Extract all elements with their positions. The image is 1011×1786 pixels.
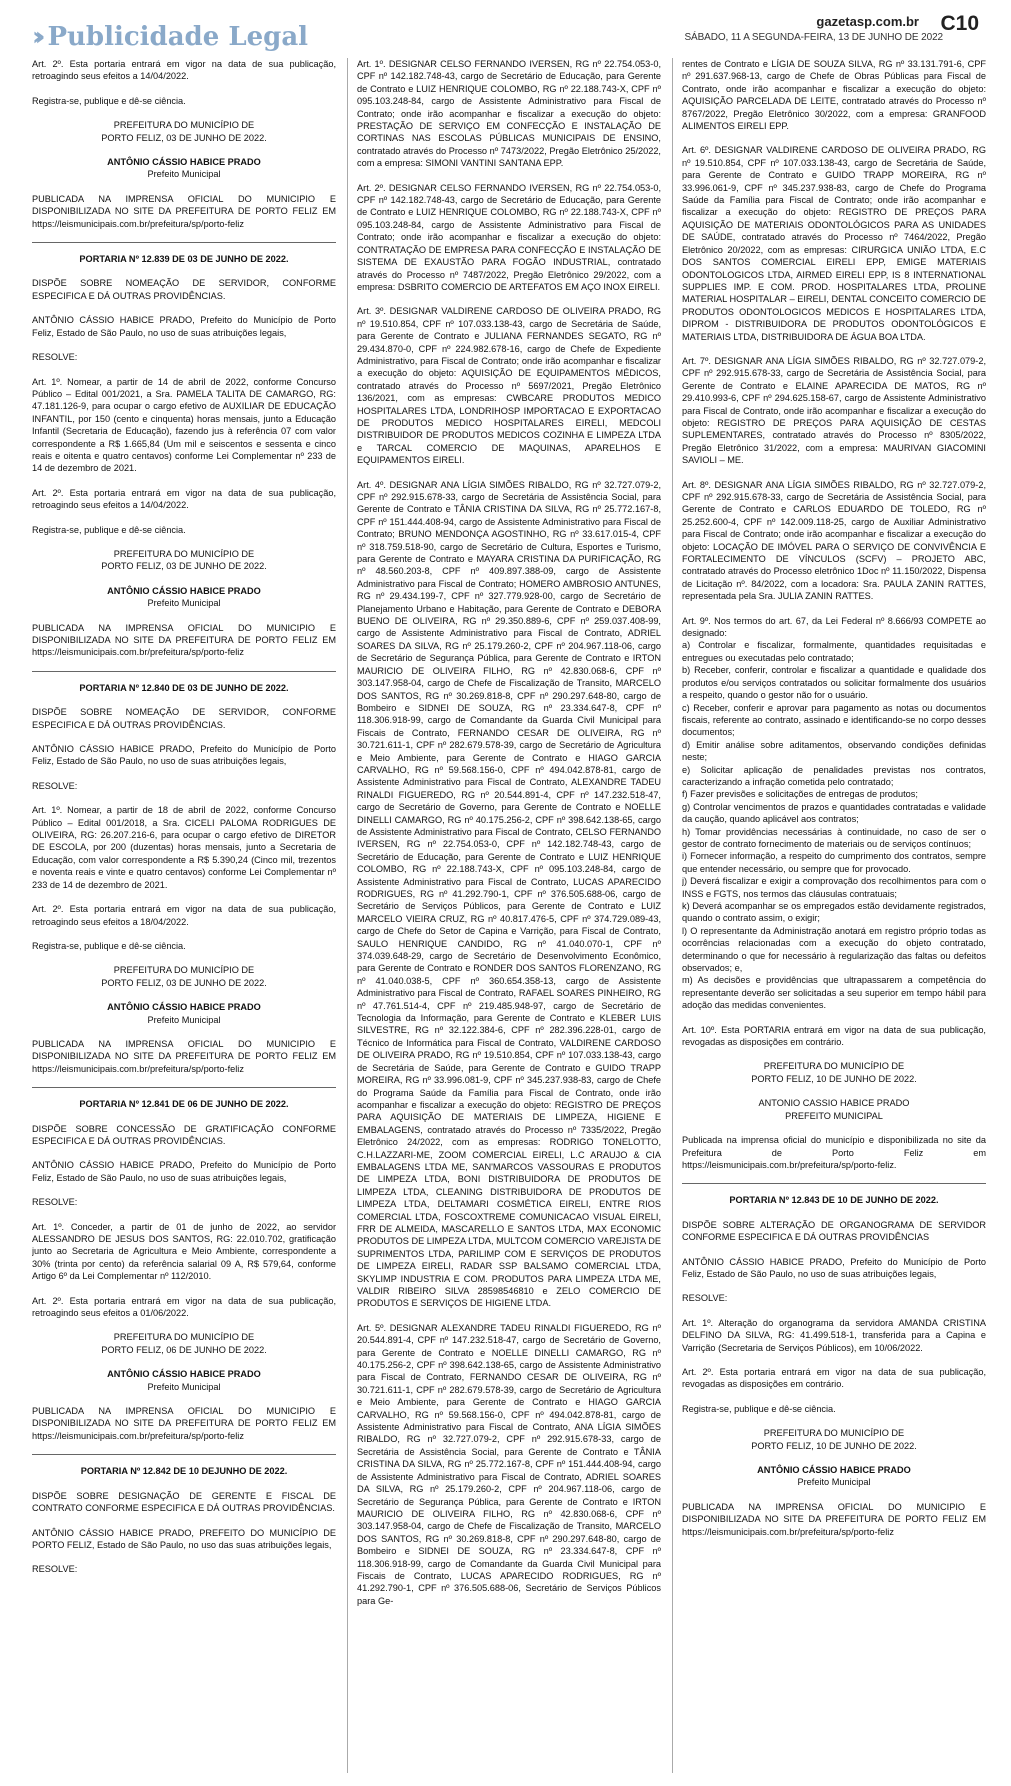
portaria-title: PORTARIA Nº 12.841 DE 06 DE JUNHO DE 2022.	[32, 1087, 336, 1110]
portaria-title: PORTARIA Nº 12.839 DE 03 DE JUNHO DE 2022.	[32, 242, 336, 265]
preamble: ANTÔNIO CÁSSIO HABICE PRADO, Prefeito do Município de Porto Feliz, Estado de São Paulo, no uso de suas atribuições legais,	[682, 1256, 986, 1279]
article: Art. 1º. Nomear, a partir de 18 de abril de 2022, conforme Concurso Público – Edital 001/2018, a Sra. CICELI PALOMA RODRIGUES DE OLIVEIRA, RG: 26.207.216-6, para ocupar o cargo efetivo de DIRETOR DE ESCOLA, por 200 (duzentas) horas mensais, junto a Secretaria de Educação, com valor correspondente a R$ 5.390,24 (Cinco mil, trezentos e noventa reais e vinte e quatro centavos) conforme Lei Complementar nº 233 de 14 de dezembro de 2021.	[32, 805, 336, 890]
resolve: RESOLVE:	[32, 352, 78, 363]
article: Art. 10º. Esta PORTARIA entrará em vigor na data de sua publicação, revogadas as disposições em contrário.	[682, 1024, 986, 1048]
article: rentes de Contrato e LÍGIA DE SOUZA SILVA, RG nº 33.131.791-6, CPF nº 291.637.968-13, cargo de Chefe de Obras Públicas para Fiscal de Contrato, onde irão acompanhar e fiscalizar a execução do objeto: AQUISIÇÃO PARCELADA DE LEITE, contratado através do Processo nº 8767/2022, Pregão Eletrônico 30/2022, com a empresa: GRANFOOD ALIMENTOS EIRELI EPP.	[682, 59, 986, 132]
article: Art. 4º. DESIGNAR ANA LÍGIA SIMÕES RIBALDO, RG nº 32.727.079-2, CPF nº 292.915.678-33, cargo de Secretária de Assistência Social, para Gerente de Contrato e TÂNIA CRISTINA DA SILVA, RG nº 25.772.167-8, CPF nº 151.444.408-94, cargo de Assistente Administrativo para Fiscal de Contrato; BRUNO MENDONÇA AGOSTINHO, RG nº 33.617.015-4, CPF nº 318.759.518-90, cargo de Secretário de Cultura, Esportes e Turismo, para Gerente de Contrato e MAYARA CRISTINA DA PURIFICAÇÃO, RG nº 48.560.203-8, CPF nº 409.897.388-09, cargo de Assistente Administrativo para Fiscal de Contrato; HOMERO AMBROSIO ANTUNES, RG nº 29.434.199-7, CPF nº 327.779.928-00, cargo de Secretário de Planejamento Urbano e Habitação, para Gerente de Contrato e DEBORA BUENO DE OLIVEIRA, RG nº 29.350.889-6, CPF nº 259.037.408-99, cargo de Assistente Administrativo para Fiscal de Contrato, ADRIEL SOARES DA SILVA, RG nº 25.179.260-2, CPF nº 204.967.118-06, cargo de Secretário de Segurança Pública, para Gerente de Contrato e IRTON MAURICIO DE OLIVEIRA FILHO, RG nº 42.830.068-6, CPF nº 303.147.958-04, cargo de Chefe de Fiscalização de Transito, MARCELO DOS SANTOS, RG nº 30.269.818-8, CPF nº 290.297.648-80, cargo de Bombeiro e SIDNEI DE SOUZA, RG nº 23.334.647-8, CPF nº 118.306.918-99, cargo de Comandante da Guarda Civil Municipal para Fiscais de Contrato, FERNANDO CESAR DE OLIVEIRA, RG nº 30.721.611-1, CPF nº 282.679.578-39, cargo de Secretário de Agricultura e Meio Ambiente, para Gerente de Contrato e HIAGO GARCIA CARVALHO, RG nº 59.568.156-0, CPF nº 494.042.878-81, cargo de Assistente Administrativo para Fiscal de Contrato, ALEXANDRE TADEU RINALDI FIGUEREDO, RG nº 20.544.891-4, CPF nº 147.232.518-47, cargo de Secretário de Governo, para Gerente de Contrato e NOELLE DINELLI CAMARGO, RG nº 40.175.256-2, CPF nº 398.642.138-65, cargo de Assistente Administrativo para Fiscal de Contrato, CELSO FERNANDO IVERSEN, RG nº 22.754.053-0, CPF nº 142.182.748-43, cargo de Secretário de Educação, para Gerente de Contrato e LUIZ HENRIQUE COLOMBO, RG nº 22.188.743-X, CPF nº 095.103.248-84, cargo de Assistente Administrativo para Fiscal de Contrato, LUCAS APARECIDO RODRIGUES, RG nº 41.292.790-1, CPF nº 376.505.688-06, cargo de Secretário de Serviços Públicos, para Gerente de Contrato e LUIZ MARCELO VIEIRA CRUZ, RG nº 40.817.476-5, CPF nº 374.729.089-43, cargo de Chefe do Setor de Capina e Varrição, para Fiscal de Contrato, SAULO HENRIQUE CANDIDO, RG nº 41.040.070-1, CPF nº 374.039.648-29, cargo de Secretário de Desenvolvimento Econômico, para Gerente de Contrato e RONDER DOS SANTOS FLORENZANO, RG nº 41.040.038-5, CPF nº 360.654.358-13, cargo de Assistente Administrativo para Fiscal de Contrato, RAFAEL SOARES PINHEIRO, RG nº 47.761.514-4, CPF nº 219.485.948-97, cargo de Secretário de Tecnologia da Informação, para Gerente de Contrato e KLEBER LUIS SILVESTRE, RG nº 32.122.384-6, CPF nº 282.396.228-01, cargo de Técnico de Informática para Fiscal de Contrato, VALDIRENE CARDOSO DE OLIVEIRA PRADO, RG nº 19.510.854, CPF nº 107.033.138-43, cargo de Secretária de Saúde, para Gerente de Contrato e GUIDO TRAPP MOREIRA, RG nº 33.996.081-9, CPF nº 345.237.938-83, cargo de Chefe do Programa Saúde da Família para Fiscal de Contrato, onde irão acompanhar e fiscalizar a execução do objeto: REGISTRO DE PREÇOS PARA AQUISIÇÃO DE MATERIAIS DE LIMPEZA, HIGIENE E EMBALAGENS, contratado através do Processo nº 7335/2022, Pregão Eletrônico 24/2022, com as empresas: RODRIGO TONELOTTO, C.H.LAZZARI-ME, ZOOM COMERCIAL EIRELI, L.C ARAUJO & CIA EMBALAGENS LTDA ME, SAN'MARCOS VASSOURAS E PRODUTOS DE LIMPEZA LTDA, BONI DISTRIBUIDORA DE PRODUTOS DE LIMPEZA LTDA, CLEANING DISTRIBUIDORA DE PRODUTOS DE LIMPEZA LTDA, DELTAMARI COSMÉTICA EIRELI, ENTRE RIOS COMERCIAL LTDA, FOSCOXTREME COMUNICACAO VISUAL EIRELI, FRR DE ALMEIDA, MASCARELLO E SANTOS LTDA, MAX ECONOMIC PRODUTOS DE LIMPEZA LTDA, MULTCOM COMERCIO VAREJISTA DE SUPRIMENTOS LTDA, PARILIMP COM E SERVIÇOS DE PRODUTOS DE LIMPEZA EIRELI, RADAR SSP BALSAMO COMERCIAL LTDA, SKYLIMP INDUSTRIA E COM. PRODUTOS PARA LIMPEZA LTDA ME, VALDIR RIBEIRO SILVA 28598546810 e ZELO COMERCIO DE PRODUTOS E SERVIÇOS DE HIGIENE LTDA.	[357, 479, 661, 1309]
publication-note: Publicada na imprensa oficial do município e disponibilizada no site da Prefeitura de Porto Feliz em https://leismunicipais.com.br/prefeitura/sp/porto-feliz.	[682, 1135, 986, 1170]
publication-note: PUBLICADA NA IMPRENSA OFICIAL DO MUNICIPIO E DISPONIBILIZADA NO SITE DA PREFEITURA DE PORTO FELIZ EM https://leismunicipais.com.br/prefeitura/sp/porto-feliz	[32, 1038, 336, 1074]
article: Art. 5º. DESIGNAR ALEXANDRE TADEU RINALDI FIGUEREDO, RG nº 20.544.891-4, CPF nº 147.232.518-47, cargo de Secretário de Governo, para Gerente de Contrato e NOELLE DINELLI CAMARGO, RG nº 40.175.256-2, CPF nº 398.642.138-65, cargo de Assistente Administrativo para Fiscal de Contrato, FERNANDO CESAR DE OLIVEIRA, RG nº 30.721.611-1, CPF nº 282.679.578-39, cargo de Secretário de Agricultura e Meio Ambiente, para Gerente de Contrato e HIAGO GARCIA CARVALHO, RG nº 59.568.156-0, CPF nº 494.042.878-81, cargo de Assistente Administrativo para Fiscal de Contrato, ANA LÍGIA SIMÕES RIBALDO, RG nº 32.727.079-2, CPF nº 292.915.678-33, cargo de Secretária de Assistência Social, para Gerente de Contrato e TÂNIA CRISTINA DA SILVA, RG nº 25.772.167-8, CPF nº 151.444.408-94, cargo de Assistente Administrativo para Fiscal de Contrato, ADRIEL SOARES DA SILVA, RG nº 25.179.260-2, CPF nº 204.967.118-06, cargo de Secretário de Segurança Pública, para Gerente de Contrato e IRTON MAURICIO DE OLIVEIRA FILHO, RG nº 42.830.068-6, CPF nº 303.147.958-04, cargo de Chefe de Fiscalização de Transito, MARCELO DOS SANTOS, RG nº 30.269.818-8, CPF nº 290.297.648-80, cargo de Bombeiro e SIDNEI DE SOUZA, RG nº 23.334.647-8, CPF nº 118.306.918-99, cargo de Comandante da Guarda Civil Municipal para Fiscais de Contrato, LUCAS APARECIDO RODRIGUES, RG nº 41.292.790-1, CPF nº 376.505.688-06, Secretário de Serviços Públicos para Ge-	[357, 1322, 661, 1606]
resolve: RESOLVE:	[32, 780, 78, 791]
signatory-name: ANTÔNIO CÁSSIO HABICE PRADO	[757, 1465, 911, 1475]
article: Art. 7º. DESIGNAR ANA LÍGIA SIMÕES RIBALDO, RG nº 32.727.079-2, CPF nº 292.915.678-33, cargo de Secretária de Assistência Social, para Gerente de Contrato e ELAINE APARECIDA DE MATOS, RG nº 29.410.993-6, CPF nº 294.625.158-67, cargo de Assistente Administrativo para Fiscal de Contrato, onde irão acompanhar e fiscalizar a execução do objeto: REGISTRO DE PREÇOS PARA AQUISIÇÃO DE CESTAS SUPLEMENTARES, contratado através do Processo nº 8305/2022, Pregão Eletrônico 31/2022, com a empresa: MAURIVAN GIACOMINI SAVIOLI – ME.	[682, 355, 986, 466]
signatory-block: ANTONIO CASSIO HABICE PRADO PREFEITO MUNICIPAL	[758, 1098, 910, 1121]
column-1	[32, 58, 336, 1773]
section-title: Publicidade Legal	[47, 22, 309, 52]
article-competencies: Art. 9º. Nos termos do art. 67, da Lei Federal nº 8.666/93 COMPETE ao designado: a) Controlar e fiscalizar, formalmente, quantidades requisitadas e entregues ou executadas pelo contratado; b) Receber, conferir, controlar e fiscalizar a quantidade e qualidade dos produtos e/ou serviços contratados ou solicitar formalmente dos usuários a respeito, quando o gestor não for o usuário. c) Receber, conferir e aprovar para pagamento as notas ou documentos fiscais, referente ao contrato, assinado e identificando-se no corpo desses documentos; d) Emitir análise sobre aditamentos, observando condições definidas neste; e) Solicitar aplicação de penalidades previstas nos contratos, caracterizando a infração cometida pelo contratado; f) Fazer previsões e solicitações de entregas de produtos; g) Controlar vencimentos de prazos e quantidades contratadas e validade da caução, quando aplicável aos contratos; h) Tomar providências necessárias à continuidade, no caso de ser o gestor de contrato fornecimento de materiais ou de serviços contínuos; i) Fornecer informação, a respeito do cumprimento dos contratos, sempre que entender necessário, ou sempre que for provocado. j) Deverá fiscalizar e exigir a comprovação dos recolhimentos para com o INSS e FGTS, nos termos das cláusulas contratuais; k) Deverá acompanhar se os empregados estão devidamente registrados, quando o contrato assim, o exigir; l) O representante da Administração anotará em registro próprio todas as ocorrências relacionadas com a execução do objeto contratado, determinando o que for necessário à regularização das faltas ou defeitos observados; e, m) As decisões e providências que ultrapassarem a competência do representante deverão ser solicitadas a seu superior em tempo hábil para adoção das medidas convenientes.	[682, 615, 986, 1011]
signatory-role: Prefeito Municipal	[147, 1381, 221, 1392]
signatory-role: Prefeito Municipal	[147, 1014, 221, 1025]
publication-note: PUBLICADA NA IMPRENSA OFICIAL DO MUNICIPIO E DISPONIBILIZADA NO SITE DA PREFEITURA DE PORTO FELIZ EM https://leismunicipais.com.br/prefeitura/sp/porto-feliz	[32, 1406, 336, 1441]
preamble: ANTÔNIO CÁSSIO HABICE PRADO, PREFEITO DO MUNICÍPIO DE PORTO FELIZ, Estado de São Paulo, no uso das suas atribuições legais,	[32, 1527, 336, 1550]
place-date: PREFEITURA DO MUNICÍPIO DE PORTO FELIZ, 10 DE JUNHO DE 2022.	[751, 1428, 917, 1451]
legal-columns	[32, 58, 986, 1773]
column-2	[357, 58, 661, 1773]
closing-line: Registra-se, publique e dê-se ciência.	[32, 95, 186, 106]
article: Art. 2º. Esta portaria entrará em vigor na data de sua publicação, retroagindo seus efeitos a 01/06/2022.	[32, 1295, 336, 1319]
closing-line: Registra-se, publique e dê-se ciência.	[32, 940, 186, 951]
publication-note: PUBLICADA NA IMPRENSA OFICIAL DO MUNICIPIO E DISPONIBILIZADA NO SITE DA PREFEITURA DE PORTO FELIZ EM https://leismunicipais.com.br/prefeitura/sp/porto-feliz	[32, 193, 336, 229]
section-brand	[32, 24, 308, 50]
portaria-subject: DISPÕE SOBRE NOMEAÇÃO DE SERVIDOR, CONFORME ESPECIFICA E DÁ OUTRAS PROVIDÊNCIAS.	[32, 707, 336, 730]
article: Art. 2º. DESIGNAR CELSO FERNANDO IVERSEN, RG nº 22.754.053-0, CPF nº 142.182.748-43, cargo de Secretário de Educação, para Gerente de Contrato e LUIZ HENRIQUE COLOMBO, RG nº 22.188.743-X, CPF nº 095.103.248-84, cargo de Assistente Administrativo para Fiscal de Contrato; onde irão acompanhar e fiscalizar a execução do objeto: CONTRATAÇÃO DE EMPRESA PARA CONFECÇÃO E INSTALAÇÃO DE SISTEMA DE EXAUSTÃO PARA FOGÃO INDUSTRIAL, contratado através do Processo nº 7487/2022, Pregão Eletrônico 29/2022, com a empresa: DSBRITO COMERCIO DE ARTEFATOS EM AÇO INOX EIRELI.	[357, 182, 661, 292]
place-date: PREFEITURA DO MUNICÍPIO DE PORTO FELIZ, 03 DE JUNHO DE 2022.	[101, 120, 267, 143]
article: Art. 2º. Esta portaria entrará em vigor na data de sua publicação, retroagindo seus efeitos a 14/04/2022.	[32, 59, 336, 82]
signatory-name: ANTÔNIO CÁSSIO HABICE PRADO	[107, 157, 261, 168]
article: Art. 1º. DESIGNAR CELSO FERNANDO IVERSEN, RG nº 22.754.053-0, CPF nº 142.182.748-43, cargo de Secretário de Educação, para Gerente de Contrato e LUIZ HENRIQUE COLOMBO, RG nº 22.188.743-X, CPF nº 095.103.248-84, cargo de Assistente Administrativo para Fiscal de Contrato; onde irão acompanhar e fiscalizar a execução do objeto: PRESTAÇÃO DE SERVIÇO EM CONFECÇÃO E INSTALAÇÃO DE CORTINAS NAS ESCOLAS PÚBLICAS MUNICIPAIS DE ENSINO, contratado através do Processo nº 7473/2022, Pregão Eletrônico 25/2022, com a empresa: SIMONI VANTINI SANTANA EPP.	[357, 59, 661, 169]
resolve: RESOLVE:	[32, 1564, 78, 1575]
signatory-role: Prefeito Municipal	[147, 169, 221, 180]
place-date: PREFEITURA DO MUNICÍPIO DE PORTO FELIZ, 03 DE JUNHO DE 2022.	[101, 965, 267, 988]
double-chevron-icon: ››	[32, 22, 38, 52]
signatory-name: ANTÔNIO CÁSSIO HABICE PRADO	[107, 1369, 261, 1380]
preamble: ANTÔNIO CÁSSIO HABICE PRADO, Prefeito do Município de Porto Feliz, Estado de São Paulo, no uso de suas atribuições legais,	[32, 1160, 336, 1183]
portaria-title: PORTARIA Nº 12.842 DE 10 DEJUNHO DE 2022.	[32, 1454, 336, 1477]
article: Art. 6º. DESIGNAR VALDIRENE CARDOSO DE OLIVEIRA PRADO, RG nº 19.510.854, CPF nº 107.033.138-43, cargo de Secretária de Saúde, para Gerente de Contrato e GUIDO TRAPP MOREIRA, RG nº 33.996.061-9, CPF nº 345.237.938-83, cargo de Chefe do Programa Saúde da Família para Fiscal de Contrato; onde irão acompanhar e fiscalizar a execução do objeto: REGISTRO DE PREÇOS PARA AQUISIÇÃO DE MATERIAIS ODONTOLÓGICOS PARA AS UNIDADES DE SAÚDE, contratado através do Processo nº 7464/2022, Pregão Eletrônico 20/2022, com as empresas: CIRURGICA UNIÃO LTDA, E.C DOS SANTOS COMERCIAL EIRELI EPP, EMIGE MATERIAIS ODONTOLOGICOS LTDA, AIRMED EIRELI EPP, IS 8 INTERNATIONAL SUPPLIES IMP. E COM. PROD. HOSPITALARES LTDA, PROLINE MATERIAL HOSPITALAR – EIRELI, DENTAL CONCEITO COMERCIO DE PRODUTOS ODONTOLOGICOS MEDICOS E HOSPITALARES LTDA, DIPROM - DISTRIBUIDORA DE PRODUTOS ODONTOLÓGICOS E MATERIAIS LTDA, DISTRIBUIDORA DE ÁGUA BOA LTDA.	[682, 145, 986, 342]
publication-note: PUBLICADA NA IMPRENSA OFICIAL DO MUNICIPIO E DISPONIBILIZADA NO SITE DA PREFEITURA DE PORTO FELIZ EM https://leismunicipais.com.br/prefeitura/sp/porto-feliz	[682, 1501, 986, 1537]
closing-line: Registra-se, publique e dê-se ciência.	[32, 524, 186, 535]
portaria-subject: DISPÕE SOBRE NOMEAÇÃO DE SERVIDOR, CONFORME ESPECIFICA E DÁ OUTRAS PROVIDÊNCIAS.	[32, 278, 336, 301]
place-date: PREFEITURA DO MUNICÍPIO DE PORTO FELIZ, 10 DE JUNHO DE 2022.	[751, 1061, 917, 1084]
page-header	[0, 0, 1011, 58]
article: Art. 2º. Esta portaria entrará em vigor na data de sua publicação, revogadas as disposições em contrário.	[682, 1366, 986, 1390]
article: Art. 3º. DESIGNAR VALDIRENE CARDOSO DE OLIVEIRA PRADO, RG nº 19.510.854, CPF nº 107.033.138-43, cargo de Secretária de Saúde, para Gerente de Contrato e JULIANA FERNANDES SEGATO, RG nº 29.434.870-0, CPF nº 224.982.678-16, cargo de Chefe de Expediente Administrativo, para Fiscal de Contrato; onde irão acompanhar e fiscalizar a execução do objeto: AQUISIÇÃO DE EQUIPAMENTOS MÉDICOS, contratado através do Processo nº 5697/2021, Pregão Eletrônico 136/2021, com as empresas: CWBCARE PRODUTOS MEDICO HOSPITALARES LTDA, LONDRIHOSP IMPORTACAO E EXPORTACAO DE PRODUTOS MEDICO HOSPITALARES EIRELI, MEDCOLI DISTRIBUIDOR DE PRODUTOS MEDICOS COZINHA E LIMPEZA LTDA e TARCAL COMERCIO DE MAQUINAS, APARELHOS E EQUIPAMENTOS EIRELI.	[357, 306, 661, 466]
site-name: gazetasp.com.br	[816, 14, 919, 29]
article: Art. 8º. DESIGNAR ANA LÍGIA SIMÕES RIBALDO, RG nº 32.727.079-2, CPF nº 292.915.678-33, cargo de Secretária de Assistência Social, para Gerente de Contrato e CARLOS EDUARDO DE TOLEDO, RG nº 25.252.600-4, CPF nº 142.009.118-25, cargo de Auxiliar Administrativo para Fiscal de Contrato; onde irão acompanhar e fiscalizar a execução do objeto: LOCAÇÃO DE IMÓVEL PARA O SERVIÇO DE CONVIVÊNCIA E FORTALECIMENTO DE VÍNCULOS (SCFV) – PROJETO ABC, contratado através do Processo eletrônico 1Doc nº 11.150/2022, Dispensa de Licitação nº. 84/2022, com a locadora: Sra. PAULA ZANIN RATTES, representada pela Sra. JULIA ZANIN RATTES.	[682, 479, 986, 602]
place-date: PREFEITURA DO MUNICÍPIO DE PORTO FELIZ, 03 DE JUNHO DE 2022.	[101, 548, 267, 572]
article: Art. 1º. Nomear, a partir de 14 de abril de 2022, conforme Concurso Público – Edital 001/2021, a Sra. PAMELA TALITA DE CAMARGO, RG: 47.181.126-9, para ocupar o cargo efetivo de AUXILIAR DE EDUCAÇÃO INFANTIL, por 150 (cento e cinquenta) horas mensais, junto a Educação Infantil (Secretaria de Educação), fazendo jus à referência 07 com valor correspondente a R$ 1.665,84 (Um mil e seiscentos e sessenta e cinco reais e oitenta e quatro centavos) conforme Lei Complementar nº 233 de 14 de dezembro de 2021.	[32, 376, 336, 474]
article: Art. 2º. Esta portaria entrará em vigor na data de sua publicação, retroagindo seus efeitos a 18/04/2022.	[32, 904, 336, 927]
preamble: ANTÔNIO CÁSSIO HABICE PRADO, Prefeito do Município de Porto Feliz, Estado de São Paulo, no uso de suas atribuições legais,	[32, 744, 336, 767]
signatory-name: ANTÔNIO CÁSSIO HABICE PRADO	[107, 1002, 261, 1013]
page-number: C10	[940, 12, 979, 35]
article: Art. 1º. Conceder, a partir de 01 de junho de 2022, ao servidor ALESSANDRO DE JESUS DOS SANTOS, RG: 22.010.702, gratificação junto ao Secretaria de Agricultura e Meio Ambiente, correspondente a 30% (trinta por cento) da referência salarial 09 A, R$ 579,64, conforme Artigo 6º da Lei Complementar nº 112/2010.	[32, 1221, 336, 1282]
portaria-title: PORTARIA Nº 12.843 DE 10 DE JUNHO DE 2022.	[682, 1183, 986, 1206]
article: Art. 2º. Esta portaria entrará em vigor na data de sua publicação, retroagindo seus efeitos a 14/04/2022.	[32, 487, 336, 511]
edition-date: SÁBADO, 11 A SEGUNDA-FEIRA, 13 DE JUNHO DE 2022	[684, 32, 943, 43]
article: Art. 1º. Alteração do organograma da servidora AMANDA CRISTINA DELFINO DA SILVA, RG: 41.499.518-1, transferida para a Capina e Varrição (Secretaria de Serviços Públicos), em 10/06/2022.	[682, 1317, 986, 1353]
resolve: RESOLVE:	[32, 1197, 78, 1208]
signatory-name: ANTÔNIO CÁSSIO HABICE PRADO	[107, 585, 261, 596]
closing-line: Registra-se, publique e dê-se ciência.	[682, 1403, 836, 1414]
preamble: ANTÔNIO CÁSSIO HABICE PRADO, Prefeito do Município de Porto Feliz, Estado de São Paulo, no uso de suas atribuições legais,	[32, 315, 336, 338]
place-date: PREFEITURA DO MUNICÍPIO DE PORTO FELIZ, 06 DE JUNHO DE 2022.	[101, 1332, 267, 1355]
resolve: RESOLVE:	[682, 1293, 728, 1304]
column-3	[682, 58, 986, 1773]
portaria-subject: DISPÕE SOBRE CONCESSÃO DE GRATIFICAÇÃO CONFORME ESPECIFICA E DÁ OUTRAS PROVIDÊNCIAS.	[32, 1123, 336, 1146]
signatory-role: Prefeito Municipal	[797, 1477, 871, 1488]
portaria-title: PORTARIA Nº 12.840 DE 03 DE JUNHO DE 2022.	[32, 671, 336, 694]
signatory-role: Prefeito Municipal	[147, 598, 221, 609]
portaria-subject: DISPÕE SOBRE ALTERAÇÃO DE ORGANOGRAMA DE SERVIDOR CONFORME ESPECIFICA E DÁ OUTRAS PROVIDÊNCIAS	[682, 1219, 986, 1243]
portaria-subject: DISPÕE SOBRE DESIGNAÇÃO DE GERENTE E FISCAL DE CONTRATO CONFORME ESPECIFICA E DÁ OUTRAS PROVIDÊNCIAS.	[32, 1490, 336, 1514]
publication-note: PUBLICADA NA IMPRENSA OFICIAL DO MUNICIPIO E DISPONIBILIZADA NO SITE DA PREFEITURA DE PORTO FELIZ EM https://leismunicipais.com.br/prefeitura/sp/porto-feliz	[32, 622, 336, 658]
